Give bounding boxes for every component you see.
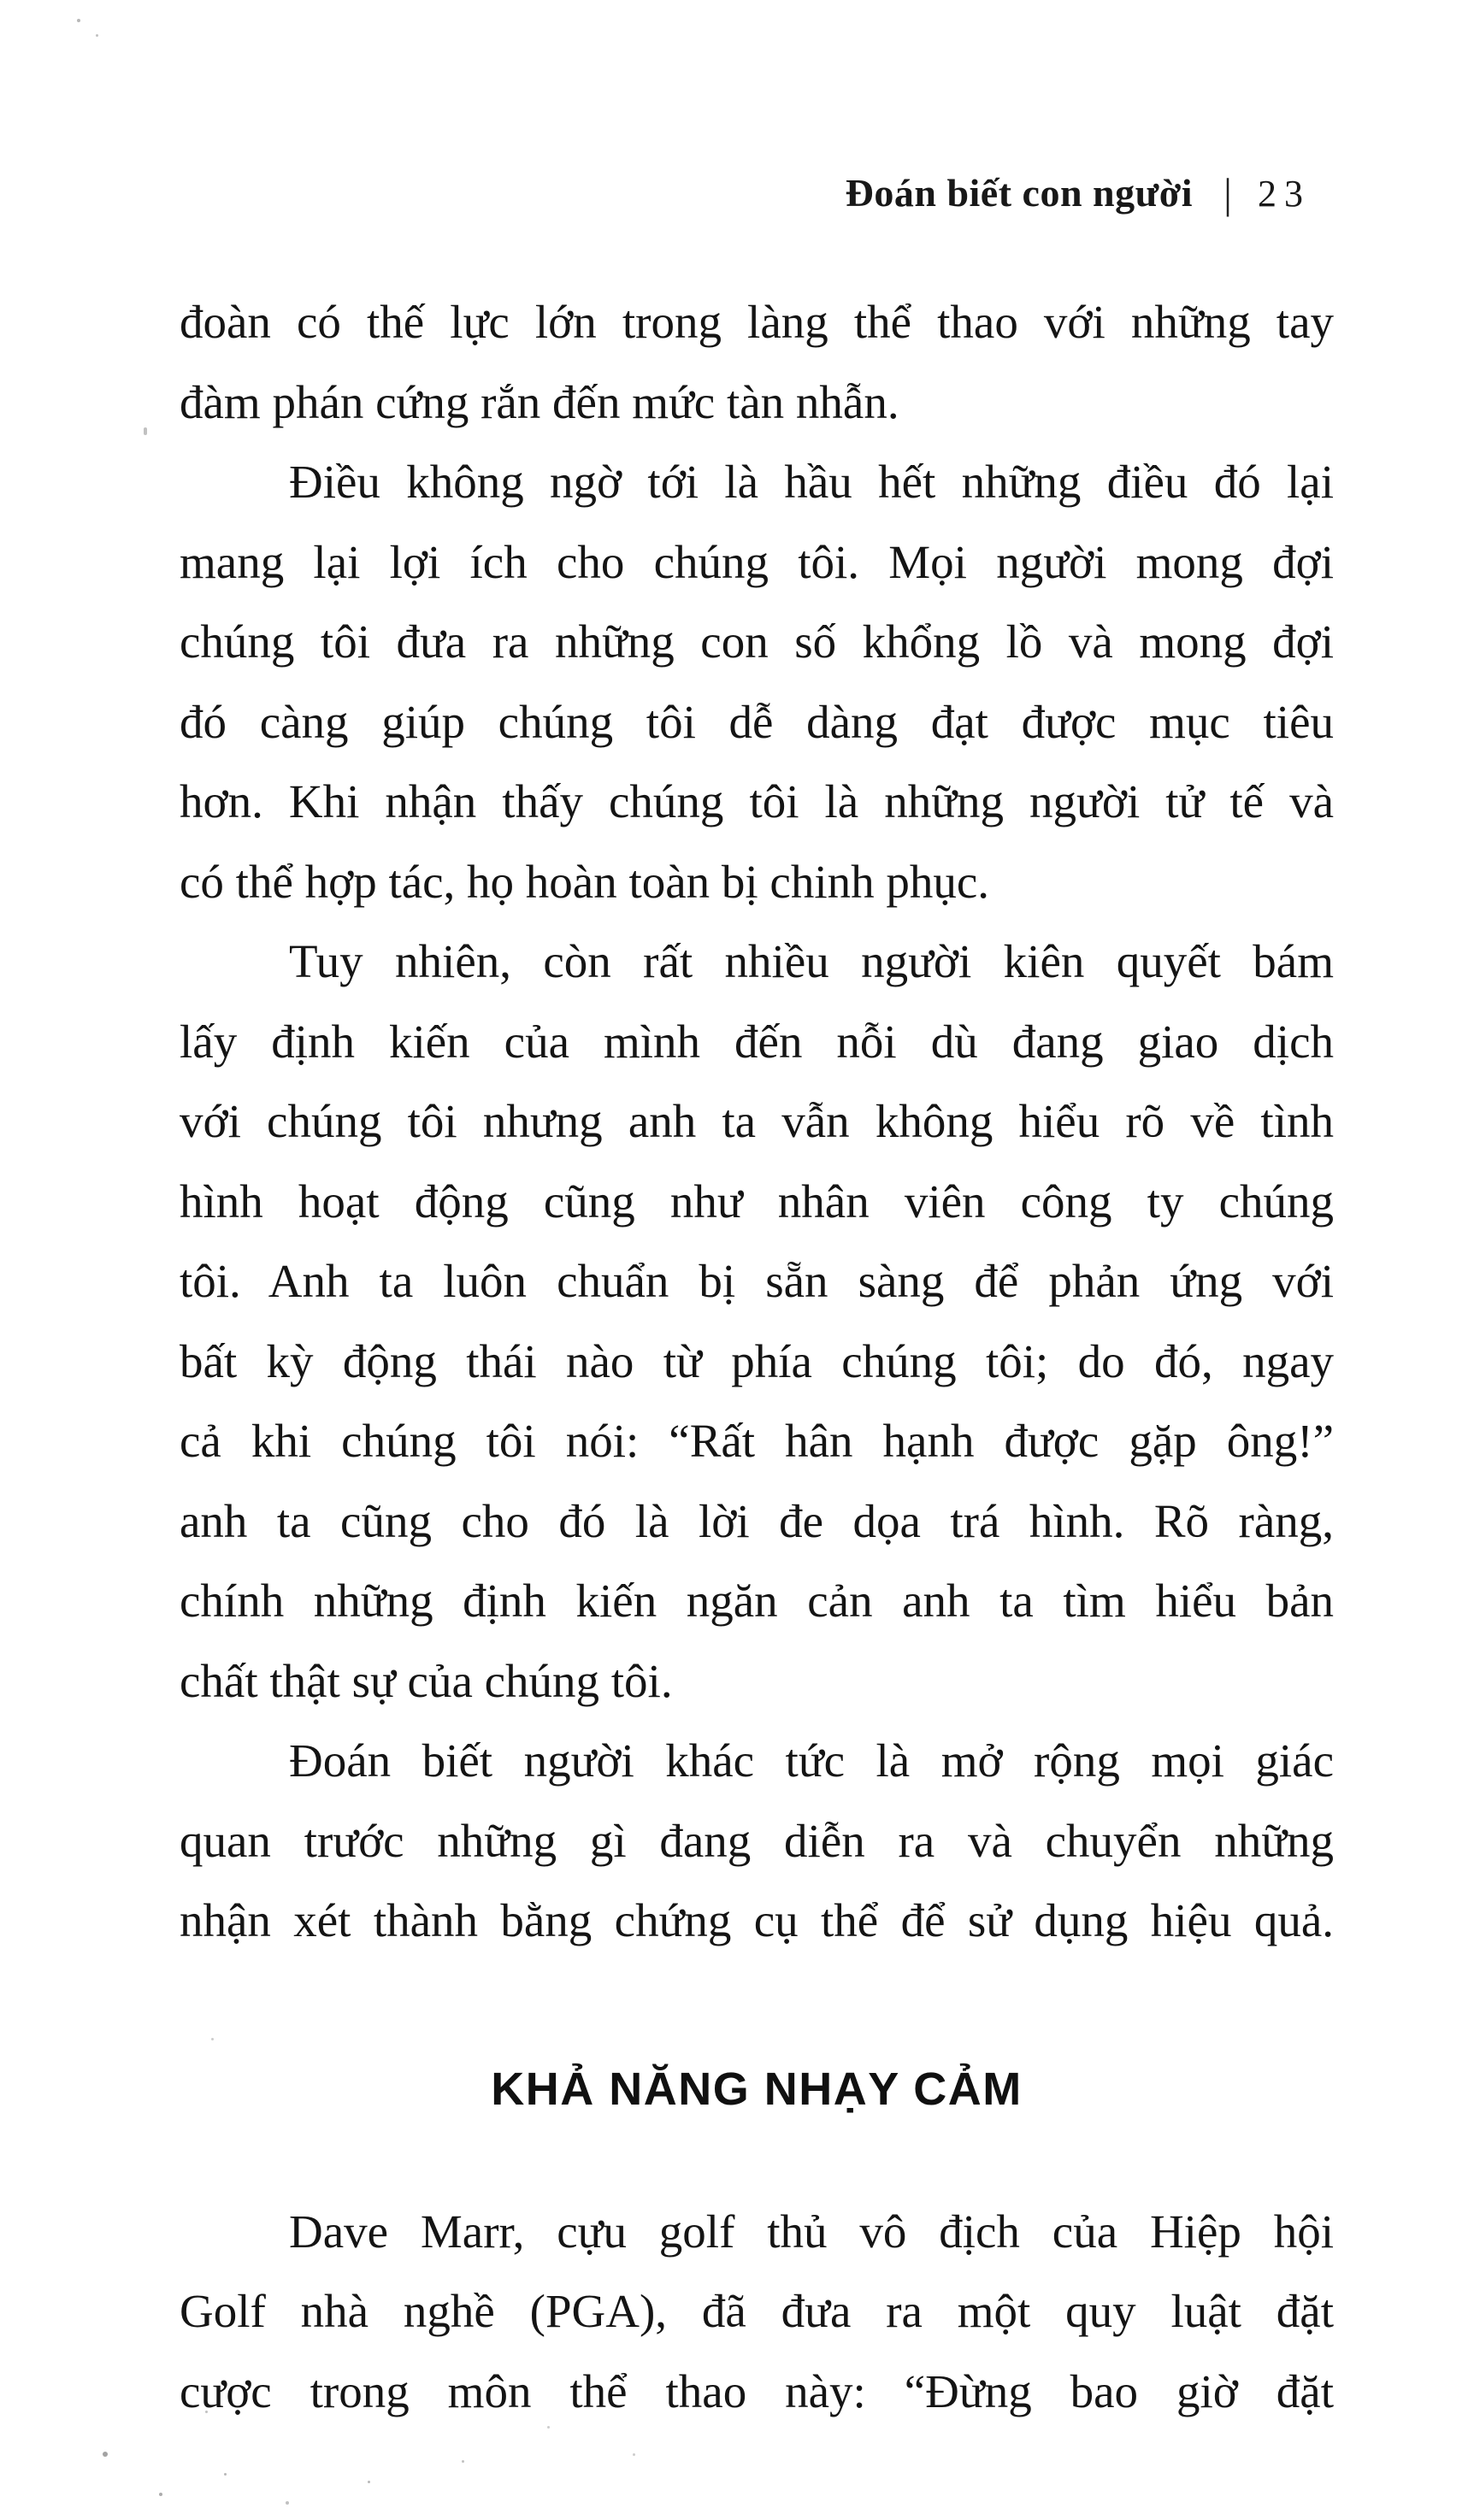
text-line: Điều không ngờ tới là hầu hết những điều đó lại (289, 456, 1334, 508)
text-line: Dave Marr, cựu golf thủ vô địch của Hiệp hội (289, 2205, 1334, 2258)
page-body (180, 282, 1334, 2431)
scan-speckle (368, 2481, 370, 2483)
text-line: nhận xét thành bằng chứng cụ thể để sử dụng hiệu quả. (180, 1894, 1334, 1946)
scan-speckle (103, 2452, 108, 2457)
scan-speckle (205, 2411, 208, 2413)
paragraph (180, 282, 1334, 442)
paragraph (180, 921, 1334, 1721)
text-line: bất kỳ động thái nào từ phía chúng tôi; do đó, ngay (180, 1334, 1334, 1387)
text-line: Tuy nhiên, còn rất nhiều người kiên quyết bám (289, 935, 1334, 987)
scan-speckle (286, 2501, 289, 2505)
page-header (846, 164, 1311, 221)
paragraph (180, 1721, 1334, 1961)
scan-speckle (96, 34, 98, 37)
text-line: chính những định kiến ngăn cản anh ta tìm hiểu bản (180, 1575, 1334, 1627)
running-head-title: Đoán biết con người (845, 171, 1193, 215)
text-line: cả khi chúng tôi nói: “Rất hân hạnh được gặp ông!” (180, 1415, 1334, 1467)
text-line: chất thật sự của chúng tôi. (180, 1654, 673, 1707)
running-head-separator: | (1223, 169, 1232, 217)
scan-speckle (633, 2453, 635, 2456)
text-line: quan trước những gì đang diễn ra và chuyển những (180, 1814, 1334, 1867)
text-line: mang lại lợi ích cho chúng tôi. Mọi người mong đợi (180, 535, 1334, 588)
text-line: đàm phán cứng rắn đến mức tàn nhẫn. (180, 375, 899, 428)
scan-speckle (77, 19, 80, 22)
section-heading: KHẢ NĂNG NHẠY CẢM (491, 2063, 1023, 2115)
text-line: chúng tôi đưa ra những con số khổng lồ và mong đợi (180, 615, 1334, 668)
scan-speckle (144, 427, 147, 435)
text-line: hình hoạt động cũng như nhân viên công ty chúng (180, 1175, 1334, 1228)
text-line: đó càng giúp chúng tôi dễ dàng đạt được mục tiêu (180, 695, 1334, 748)
text-line: đoàn có thế lực lớn trong làng thể thao với những tay (180, 296, 1334, 348)
text-line: với chúng tôi nhưng anh ta vẫn không hiểu rõ về tình (180, 1095, 1334, 1147)
paragraph (180, 442, 1334, 921)
text-line: anh ta cũng cho đó là lời đe dọa trá hình. Rõ ràng, (180, 1494, 1334, 1547)
text-line: Golf nhà nghề (PGA), đã đưa ra một quy luật đặt (180, 2285, 1334, 2337)
scan-speckle (159, 2493, 162, 2496)
text-line: Đoán biết người khác tức là mở rộng mọi giác (289, 1734, 1334, 1787)
text-line: cược trong môn thể thao này: “Đừng bao giờ đặt (180, 2364, 1334, 2417)
page-number: 23 (1258, 173, 1311, 215)
text-line: hơn. Khi nhận thấy chúng tôi là những người tử tế và (180, 775, 1334, 827)
scan-speckle (211, 2038, 214, 2040)
text-line: tôi. Anh ta luôn chuẩn bị sẵn sàng để phản ứng với (180, 1255, 1334, 1307)
scan-speckle (547, 2426, 550, 2429)
scan-speckle (462, 2460, 464, 2463)
text-line: có thể hợp tác, họ hoàn toàn bị chinh phục. (180, 855, 990, 908)
scan-speckle (224, 2473, 227, 2476)
paragraph (180, 2192, 1334, 2432)
text-line: lấy định kiến của mình đến nỗi dù đang giao dịch (180, 1015, 1334, 1068)
